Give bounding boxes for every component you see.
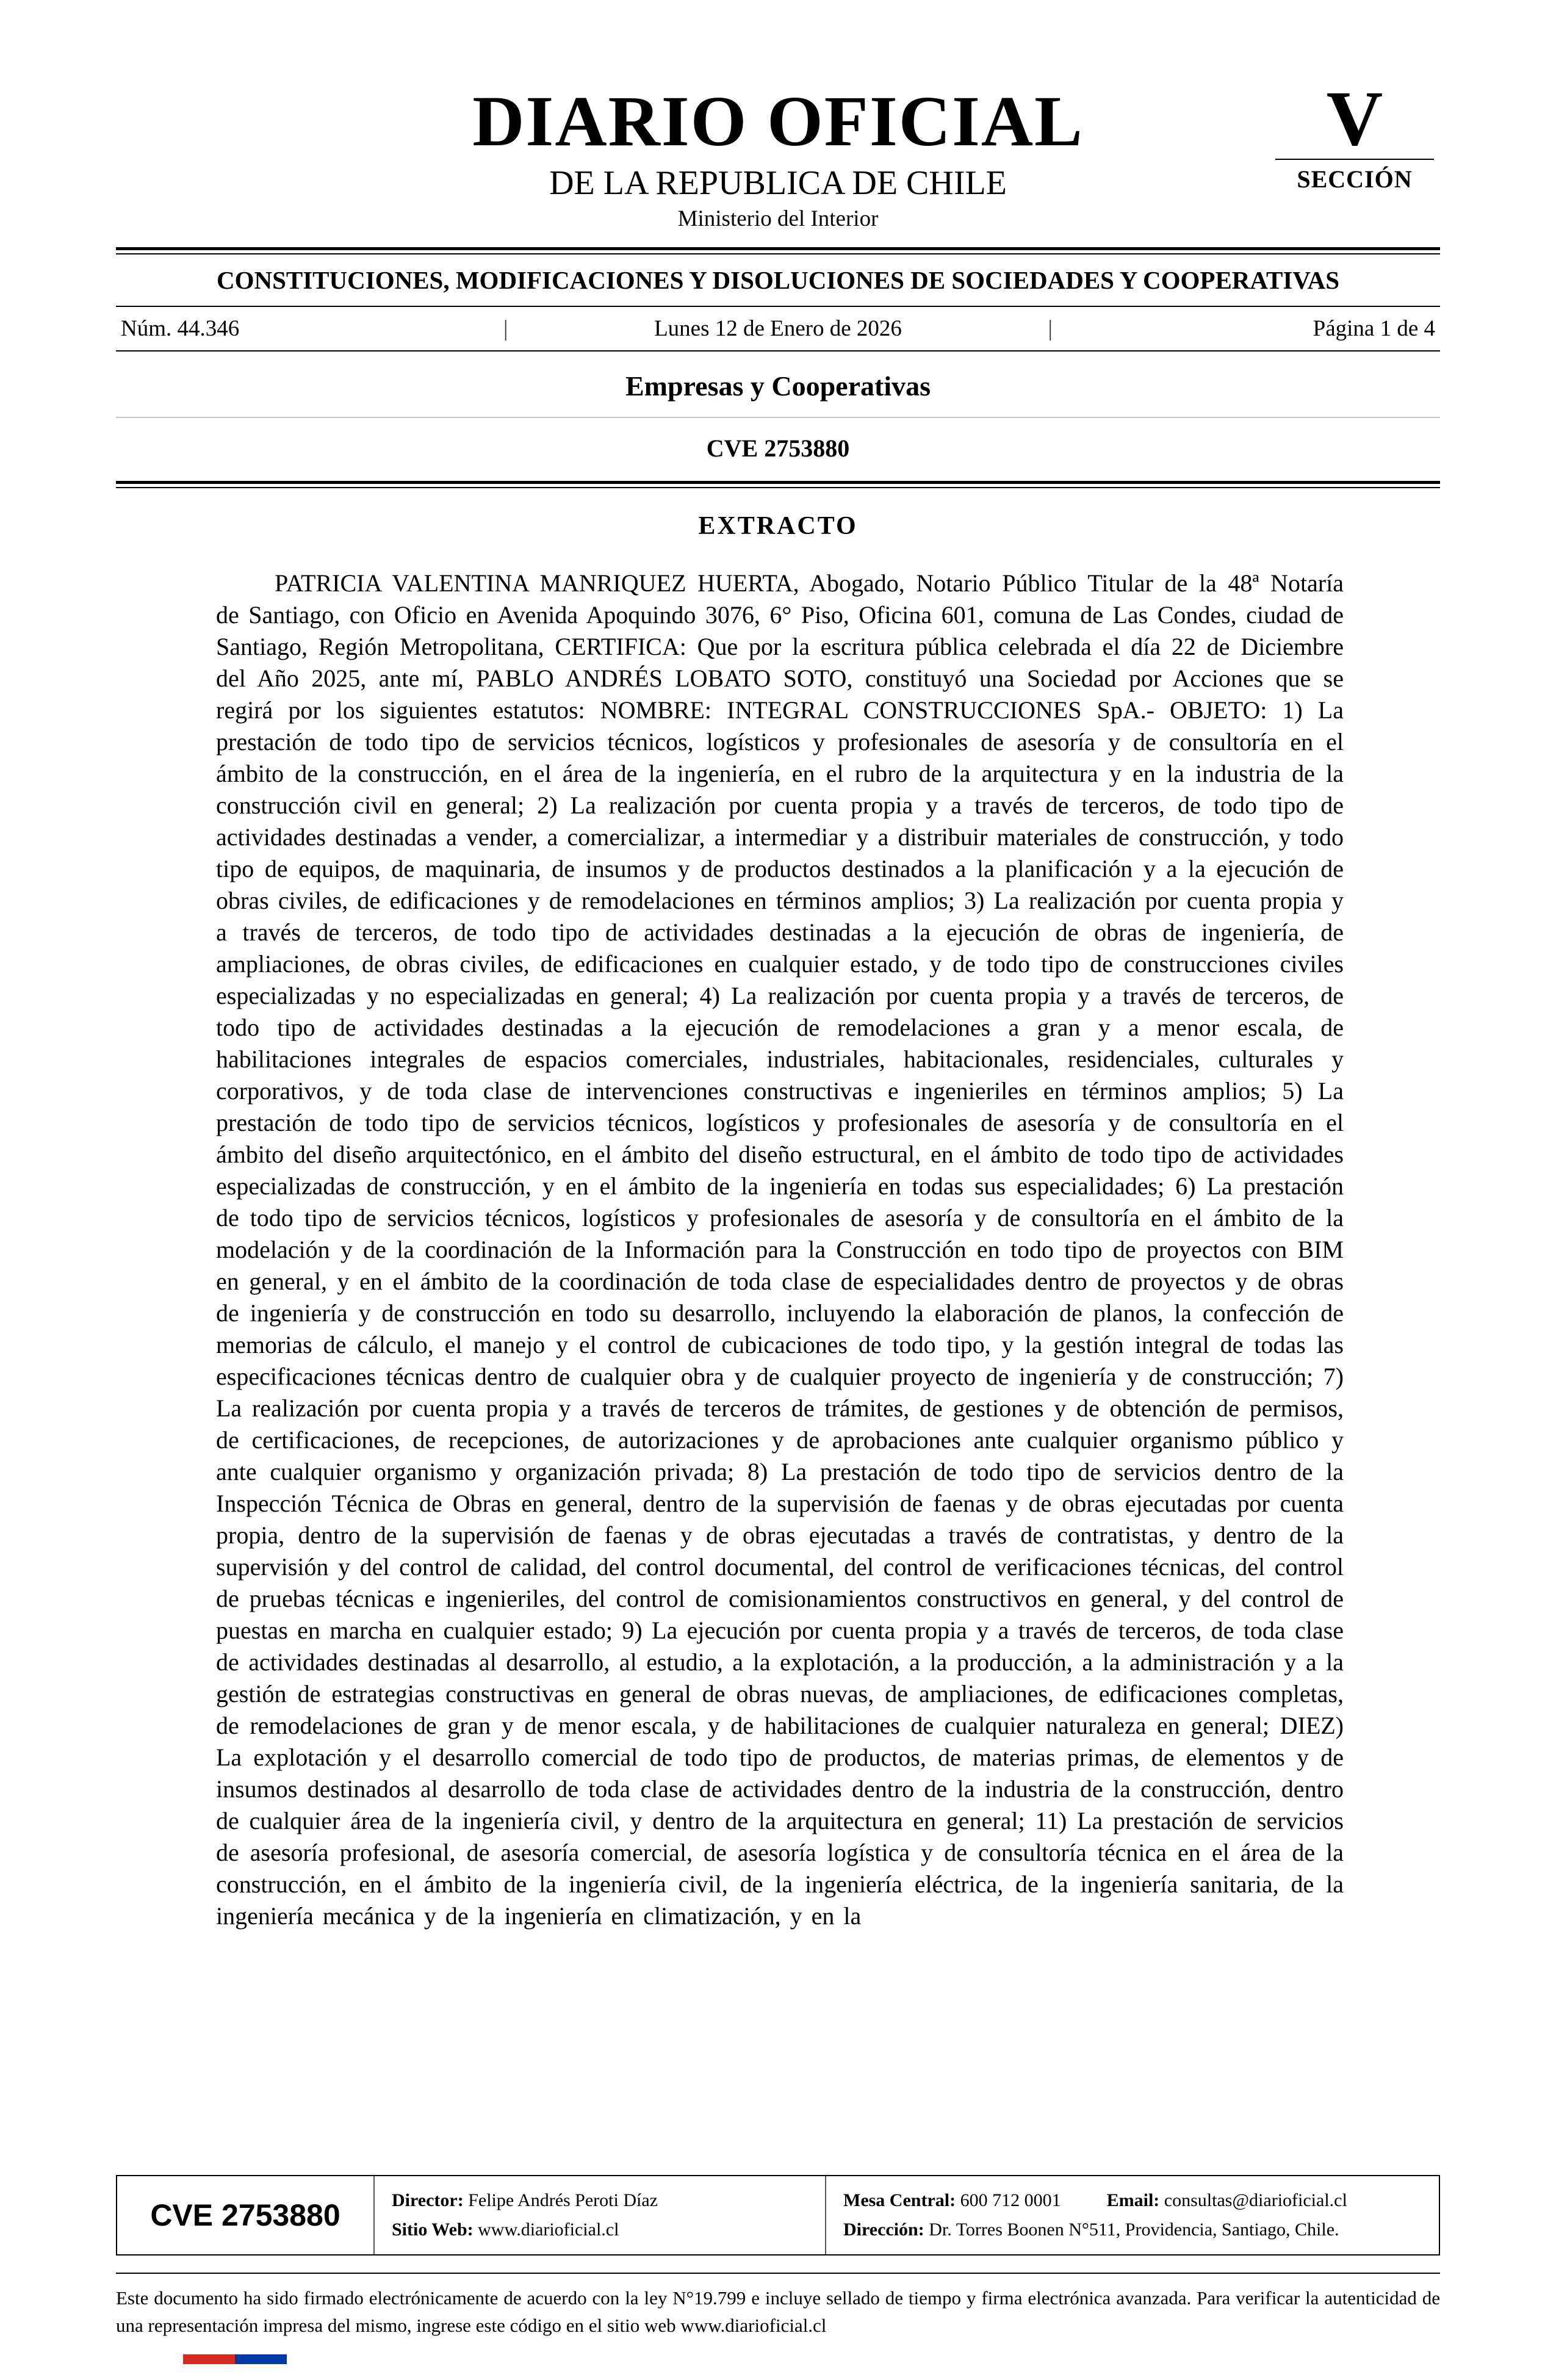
footer-phone-email-line: [843, 2186, 1422, 2215]
page-indicator: Página 1 de 4: [1313, 316, 1435, 341]
document-heading: EXTRACTO: [698, 512, 858, 540]
gazette-ministry: Ministerio del Interior: [677, 206, 879, 231]
gazette-subtitle: DE LA REPUBLICA DE CHILE: [549, 164, 1007, 202]
section-label: SECCIÓN: [1275, 159, 1434, 193]
footer-website-line: [392, 2215, 808, 2245]
director-name: Felipe Andrés Peroti Díaz: [468, 2190, 658, 2211]
meta-separator: |: [503, 316, 508, 341]
website-link: www.diarioficial.cl: [478, 2220, 619, 2240]
address-label: Dirección:: [843, 2220, 924, 2240]
phone-label: Mesa Central:: [843, 2190, 956, 2211]
address-value: Dr. Torres Boonen N°511, Providencia, Santiago, Chile.: [929, 2220, 1339, 2240]
footer-address-line: [843, 2215, 1422, 2245]
email-label: Email:: [1106, 2190, 1160, 2211]
divider-legal: [116, 2273, 1440, 2274]
section-badge: [1275, 75, 1434, 193]
section-letter: V: [1326, 75, 1383, 162]
footer-director-line: [392, 2186, 808, 2215]
cve-heading: CVE 2753880: [706, 435, 850, 462]
issue-date: Lunes 12 de Enero de 2026: [654, 316, 902, 341]
director-label: Director:: [392, 2190, 464, 2211]
signature-stamp: [183, 2354, 287, 2364]
category-banner: CONSTITUCIONES, MODIFICACIONES Y DISOLUCIONES DE SOCIEDADES Y COOPERATIVAS: [216, 266, 1340, 294]
page-footer: [116, 2175, 1440, 2364]
meta-separator: |: [1048, 316, 1053, 341]
divider-meta-bottom: [116, 350, 1440, 352]
website-label: Sitio Web:: [392, 2220, 474, 2240]
divider-double-top: [116, 247, 1440, 254]
masthead: [116, 75, 1440, 231]
document-body-text: PATRICIA VALENTINA MANRIQUEZ HUERTA, Abogado, Notario Público Titular de la 48ª Notaría de Santiago, con Oficio en Avenida Apoquindo 3076, 6° Piso, Oficina 601, comuna de Las Condes, ciudad de Santiago, Región Metropolitana, CERTIFICA: Que por la escritura pública celebrada el día 22 de Diciembre del Año 2025, ante mí, PABLO ANDRÉS LOBATO SOTO, constituyó una Sociedad por Acciones que se regirá por los siguientes estatutos: NOMBRE: INTEGRAL CONSTRUCCIONES SpA.- OBJETO: 1) La prestación de todo tipo de servicios técnicos, logísticos y profesionales de asesoría y de consultoría en el ámbito de la construcción, en el área de la ingeniería, en el rubro de la arquitectura y en la industria de la construcción civil en general; 2) La realización por cuenta propia y a través de terceros, de todo tipo de actividades destinadas a vender, a comercializar, a intermediar y a distribuir materiales de construcción, y todo tipo de equipos, de maquinaria, de insumos y de productos destinados a la planificación y a la ejecución de obras civiles, de edificaciones y de remodelaciones en términos amplios; 3) La realización por cuenta propia y a través de terceros, de todo tipo de actividades destinadas a la ejecución de obras de ingeniería, de ampliaciones, de obras civiles, de edificaciones en cualquier estado, y de todo tipo de construcciones civiles especializadas y no especializadas en general; 4) La realización por cuenta propia y a través de terceros, de todo tipo de actividades destinadas a la ejecución de remodelaciones a gran y a menor escala, de habilitaciones integrales de espacios comerciales, industriales, habitacionales, residenciales, culturales y corporativos, y de toda clase de intervenciones constructivas e ingenieriles en términos amplios; 5) La prestación de todo tipo de servicios técnicos, logísticos y profesionales de asesoría y de consultoría en el ámbito del diseño arquitectónico, en el ámbito del diseño estructural, en el ámbito de todo tipo de actividades especializadas de construcción, y en el ámbito de la ingeniería en todas sus especialidades; 6) La prestación de todo tipo de servicios técnicos, logísticos y profesionales de asesoría y de consultoría en el ámbito de la modelación y de la coordinación de la Información para la Construcción en todo tipo de proyectos con BIM en general, y en el ámbito de la coordinación de toda clase de especialidades dentro de proyectos y de obras de ingeniería y de construcción en todo su desarrollo, incluyendo la elaboración de planos, la confección de memorias de cálculo, el manejo y el control de cubicaciones de todo tipo, y la gestión integral de todas las especificaciones técnicas dentro de cualquier obra y de cualquier proyecto de ingeniería y de construcción; 7) La realización por cuenta propia y a través de terceros de trámites, de gestiones y de obtención de permisos, de certificaciones, de recepciones, de autorizaciones y de aprobaciones ante cualquier organismo público y ante cualquier organismo y organización privada; 8) La prestación de todo tipo de servicios dentro de la Inspección Técnica de Obras en general, dentro de la supervisión de faenas y de obras ejecutadas por cuenta propia, dentro de la supervisión de faenas y de obras ejecutadas a través de contratistas, y dentro de la supervisión y del control de calidad, del control documental, del control de verificaciones técnicas, del control de pruebas técnicas e ingenieriles, del control de comisionamientos constructivos en general, y del control de puestas en marcha en cualquier estado; 9) La ejecución por cuenta propia y a través de terceros, de toda clase de actividades destinadas al desarrollo, al estudio, a la explotación, a la producción, a la administración y a la gestión de estrategias constructivas en general de obras nuevas, de ampliaciones, de edificaciones completas, de remodelaciones de gran y de menor escala, y de habilitaciones de cualquier naturaleza en general; DIEZ) La explotación y el desarrollo comercial de todo tipo de productos, de materias primas, de elementos y de insumos destinados al desarrollo de toda clase de actividades dentro de la industria de la construcción, dentro de cualquier área de la ingeniería civil, y dentro de la arquitectura en general; 11) La prestación de servicios de asesoría profesional, de asesoría comercial, de asesoría logística y de consultoría técnica en el área de la construcción, en el ámbito de la ingeniería civil, de la ingeniería eléctrica, de la ingeniería sanitaria, de la ingeniería mecánica y de la ingeniería en climatización, y en la: [216, 569, 1344, 1930]
stamp-red: [183, 2354, 235, 2364]
stamp-blue: [235, 2354, 287, 2364]
divider-light: [116, 417, 1440, 418]
divider-double-extract: [116, 481, 1440, 488]
footer-cve: CVE 2753880: [150, 2198, 340, 2233]
legal-disclaimer: Este documento ha sido firmado electrónicamente de acuerdo con la ley N°19.799 e incluye sellado de tiempo y firma electrónica avanzada. Para verificar la autenticidad de una representación impresa del mismo, ingrese este código en el sitio web www.diarioficial.cl: [116, 2287, 1440, 2337]
gazette-title: DIARIO OFICIAL: [472, 81, 1084, 161]
footer-contact-block: [825, 2176, 1439, 2254]
footer-info-box: [116, 2175, 1440, 2256]
email-value: consultas@diarioficial.cl: [1164, 2190, 1347, 2211]
masthead-center: [116, 81, 1440, 231]
section-heading: Empresas y Cooperativas: [625, 370, 931, 402]
footer-director-block: [373, 2176, 825, 2254]
issue-number: Núm. 44.346: [121, 316, 240, 341]
issue-meta-row: [116, 307, 1440, 350]
phone-value: 600 712 0001: [960, 2190, 1061, 2211]
